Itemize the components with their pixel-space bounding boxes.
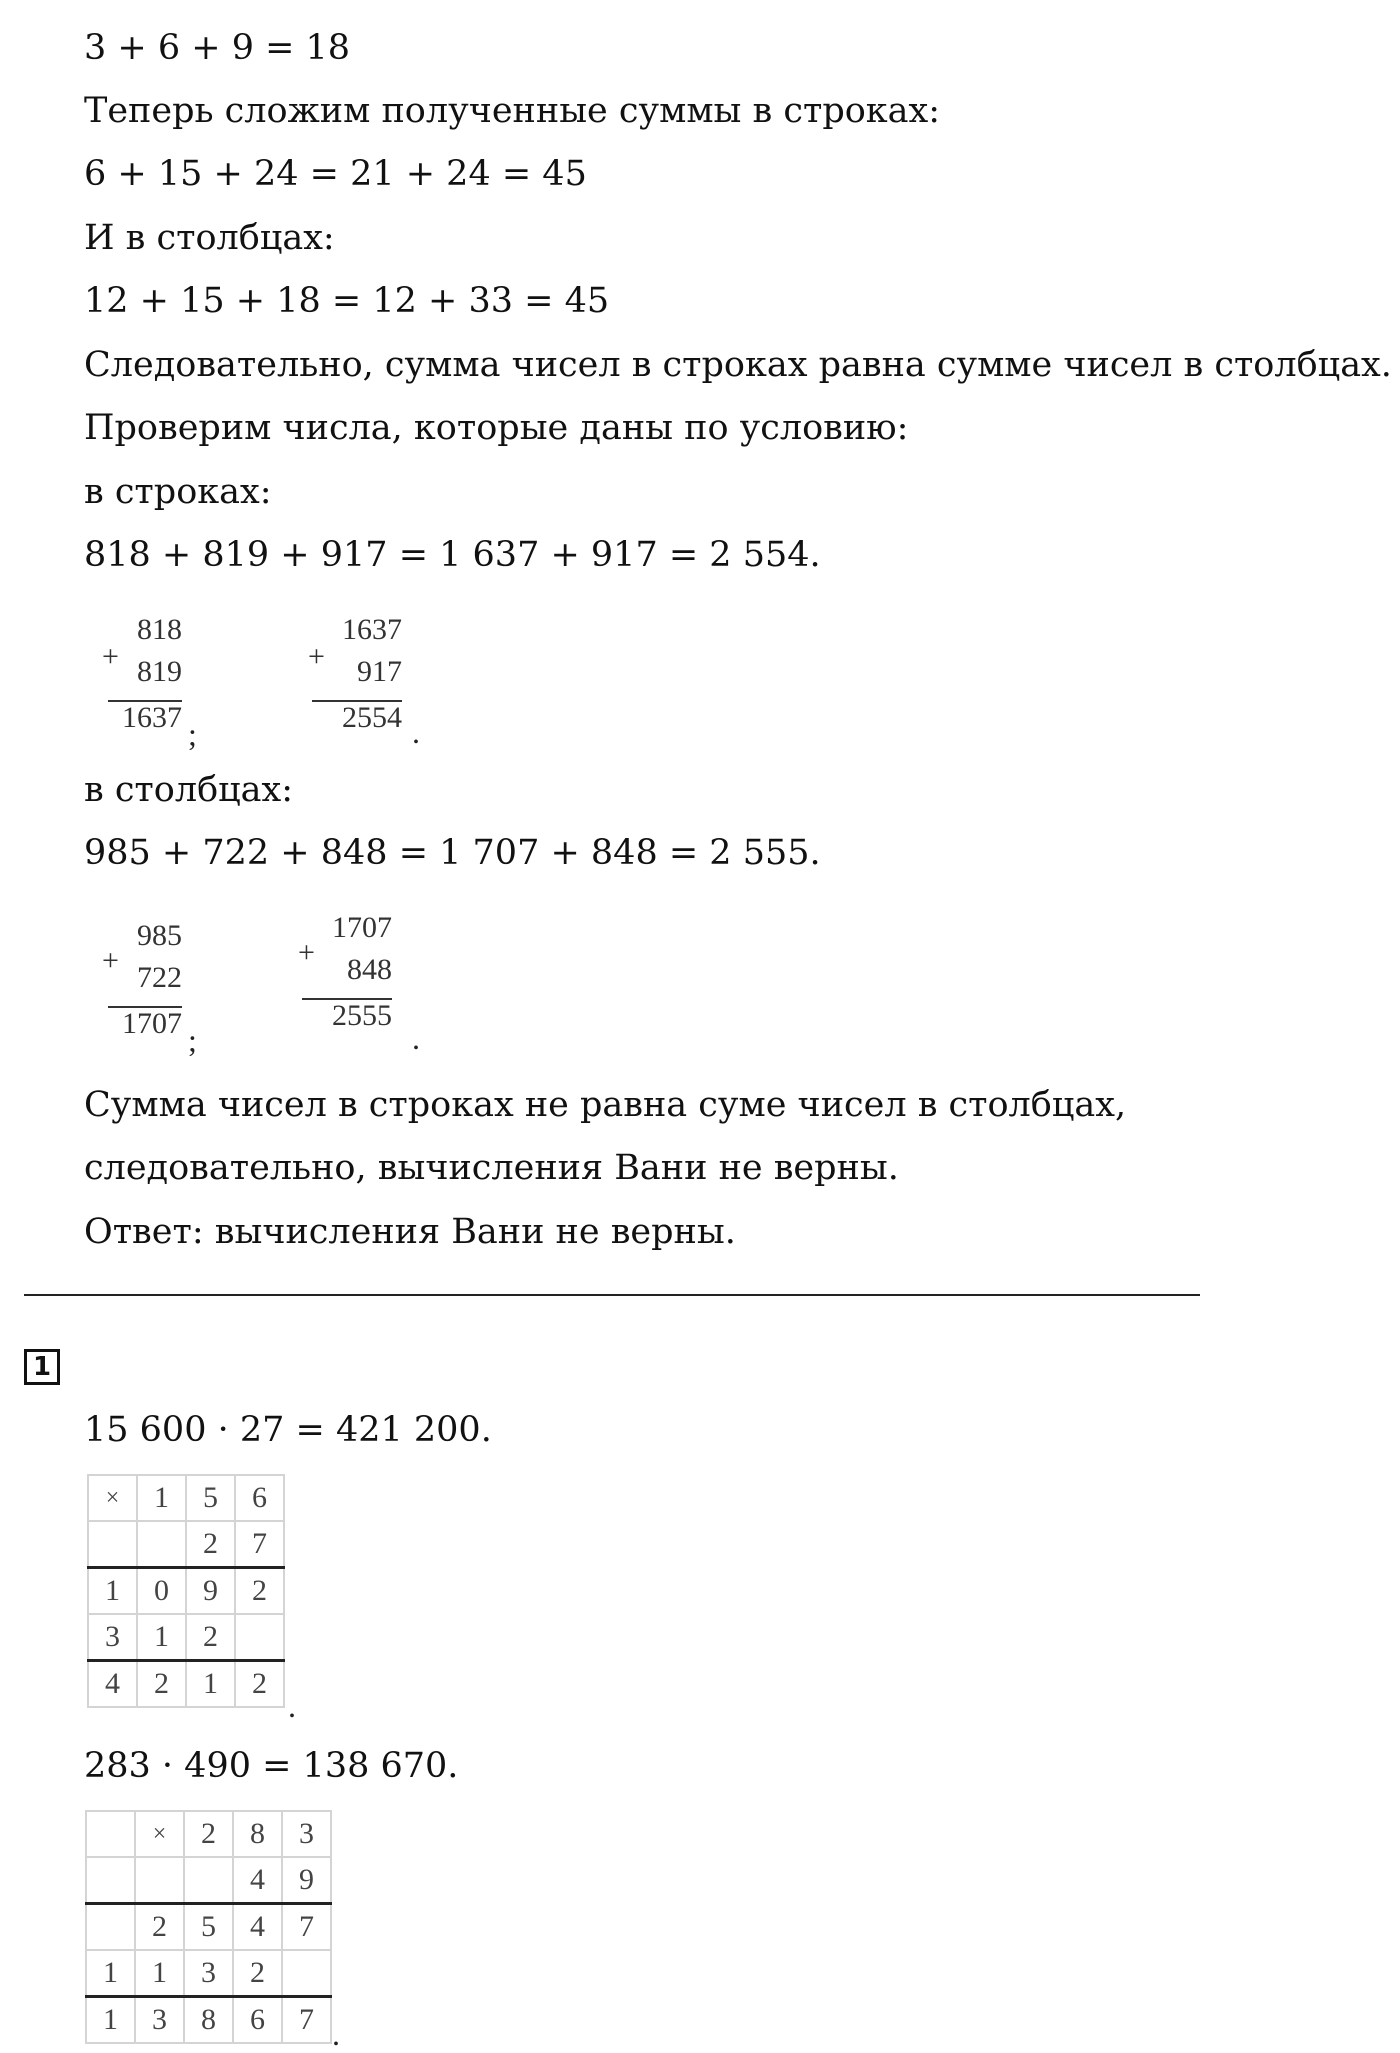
grid-row xyxy=(88,1614,284,1661)
addend: 917 xyxy=(357,655,402,688)
grid-cell: × xyxy=(88,1475,137,1521)
punctuation: ; xyxy=(188,1022,197,1058)
grid-cell xyxy=(137,1521,186,1568)
punctuation: . xyxy=(412,1020,420,1056)
equation-line: 283 · 490 = 138 670. xyxy=(84,1746,459,1786)
grid-cell: 1 xyxy=(186,1661,235,1708)
grid-cell: 4 xyxy=(233,1857,282,1904)
text-line: Сумма чисел в строках не равна суме чисел в столбцах, xyxy=(84,1085,1127,1125)
grid-cell xyxy=(86,1904,135,1951)
plus-sign: + xyxy=(102,944,119,977)
sum-result: 1637 xyxy=(122,701,182,734)
grid-cell: 7 xyxy=(282,1997,331,2044)
grid-cell: 8 xyxy=(233,1811,282,1857)
grid-cell: 1 xyxy=(137,1475,186,1521)
grid-cell: 8 xyxy=(184,1997,233,2044)
section-divider xyxy=(24,1294,1200,1296)
equation-line: 3 + 6 + 9 = 18 xyxy=(84,28,351,68)
addend: 818 xyxy=(137,613,182,646)
multiplication-grid xyxy=(87,1474,285,1708)
column-addition xyxy=(308,612,402,742)
grid-cell: 7 xyxy=(235,1521,284,1568)
punctuation: . xyxy=(412,714,420,750)
column-addition xyxy=(102,918,182,1048)
grid-row xyxy=(86,1950,331,1997)
equation-line: 818 + 819 + 917 = 1 637 + 917 = 2 554. xyxy=(84,535,821,575)
grid-row xyxy=(88,1568,284,1615)
equation-line: 15 600 · 27 = 421 200. xyxy=(84,1410,492,1450)
grid-cell: 9 xyxy=(282,1857,331,1904)
grid-cell: 7 xyxy=(282,1904,331,1951)
addend: 848 xyxy=(347,953,392,986)
grid-row xyxy=(86,1904,331,1951)
sum-result: 1707 xyxy=(122,1007,182,1040)
grid-cell: 3 xyxy=(135,1997,184,2044)
grid-cell: 3 xyxy=(282,1811,331,1857)
grid-cell xyxy=(135,1857,184,1904)
grid-cell: 4 xyxy=(233,1904,282,1951)
task-number-badge: 1 xyxy=(24,1349,60,1385)
grid-cell xyxy=(282,1950,331,1997)
answer-line: Ответ: вычисления Вани не верны. xyxy=(84,1212,736,1252)
grid-cell: 5 xyxy=(186,1475,235,1521)
grid-cell: 1 xyxy=(86,1950,135,1997)
plus-sign: + xyxy=(102,640,119,673)
grid-cell: 2 xyxy=(235,1568,284,1615)
plus-sign: + xyxy=(298,936,315,969)
grid-cell: × xyxy=(135,1811,184,1857)
addend: 1637 xyxy=(342,613,402,646)
text-line: в столбцах: xyxy=(84,770,294,810)
grid-row xyxy=(88,1521,284,1568)
grid-cell xyxy=(86,1811,135,1857)
grid-cell: 3 xyxy=(184,1950,233,1997)
grid-cell: 6 xyxy=(235,1475,284,1521)
grid-row xyxy=(86,1857,331,1904)
grid-row xyxy=(88,1475,284,1521)
plus-sign: + xyxy=(308,640,325,673)
grid-cell: 6 xyxy=(233,1997,282,2044)
equation-line: 985 + 722 + 848 = 1 707 + 848 = 2 555. xyxy=(84,833,821,873)
text-line: Теперь сложим полученные суммы в строках: xyxy=(84,91,941,131)
grid-cell: 2 xyxy=(235,1661,284,1708)
sum-result: 2555 xyxy=(332,999,392,1032)
text-line: в строках: xyxy=(84,472,272,512)
grid-row xyxy=(88,1661,284,1708)
equation-line: 12 + 15 + 18 = 12 + 33 = 45 xyxy=(84,281,610,321)
grid-cell: 1 xyxy=(135,1950,184,1997)
sum-result: 2554 xyxy=(342,701,402,734)
grid-cell: 1 xyxy=(137,1614,186,1661)
grid-cell: 2 xyxy=(186,1614,235,1661)
punctuation: . xyxy=(288,1688,296,1724)
grid-cell: 4 xyxy=(88,1661,137,1708)
addend: 1707 xyxy=(332,911,392,944)
text-line: Проверим числа, которые даны по условию: xyxy=(84,408,909,448)
equation-line: 6 + 15 + 24 = 21 + 24 = 45 xyxy=(84,154,587,194)
grid-row xyxy=(86,1811,331,1857)
text-line: следовательно, вычисления Вани не верны. xyxy=(84,1148,899,1188)
grid-cell xyxy=(184,1857,233,1904)
grid-cell: 5 xyxy=(184,1904,233,1951)
grid-cell xyxy=(235,1614,284,1661)
addend: 819 xyxy=(137,655,182,688)
grid-cell xyxy=(86,1857,135,1904)
text-line: Следовательно, сумма чисел в строках равна сумме чисел в столбцах. xyxy=(84,345,1392,385)
grid-cell: 2 xyxy=(233,1950,282,1997)
text-line: И в столбцах: xyxy=(84,218,335,258)
column-addition xyxy=(298,910,392,1040)
punctuation: . xyxy=(332,2016,340,2052)
grid-cell: 0 xyxy=(137,1568,186,1615)
grid-row xyxy=(86,1997,331,2044)
grid-cell: 1 xyxy=(88,1568,137,1615)
grid-cell: 2 xyxy=(184,1811,233,1857)
grid-cell: 1 xyxy=(86,1997,135,2044)
grid-cell: 3 xyxy=(88,1614,137,1661)
punctuation: ; xyxy=(188,716,197,752)
grid-cell: 2 xyxy=(135,1904,184,1951)
multiplication-grid xyxy=(85,1810,332,2044)
addend: 985 xyxy=(137,919,182,952)
grid-cell: 2 xyxy=(186,1521,235,1568)
grid-cell xyxy=(88,1521,137,1568)
grid-cell: 9 xyxy=(186,1568,235,1615)
column-addition xyxy=(102,612,182,742)
grid-cell: 2 xyxy=(137,1661,186,1708)
addend: 722 xyxy=(137,961,182,994)
